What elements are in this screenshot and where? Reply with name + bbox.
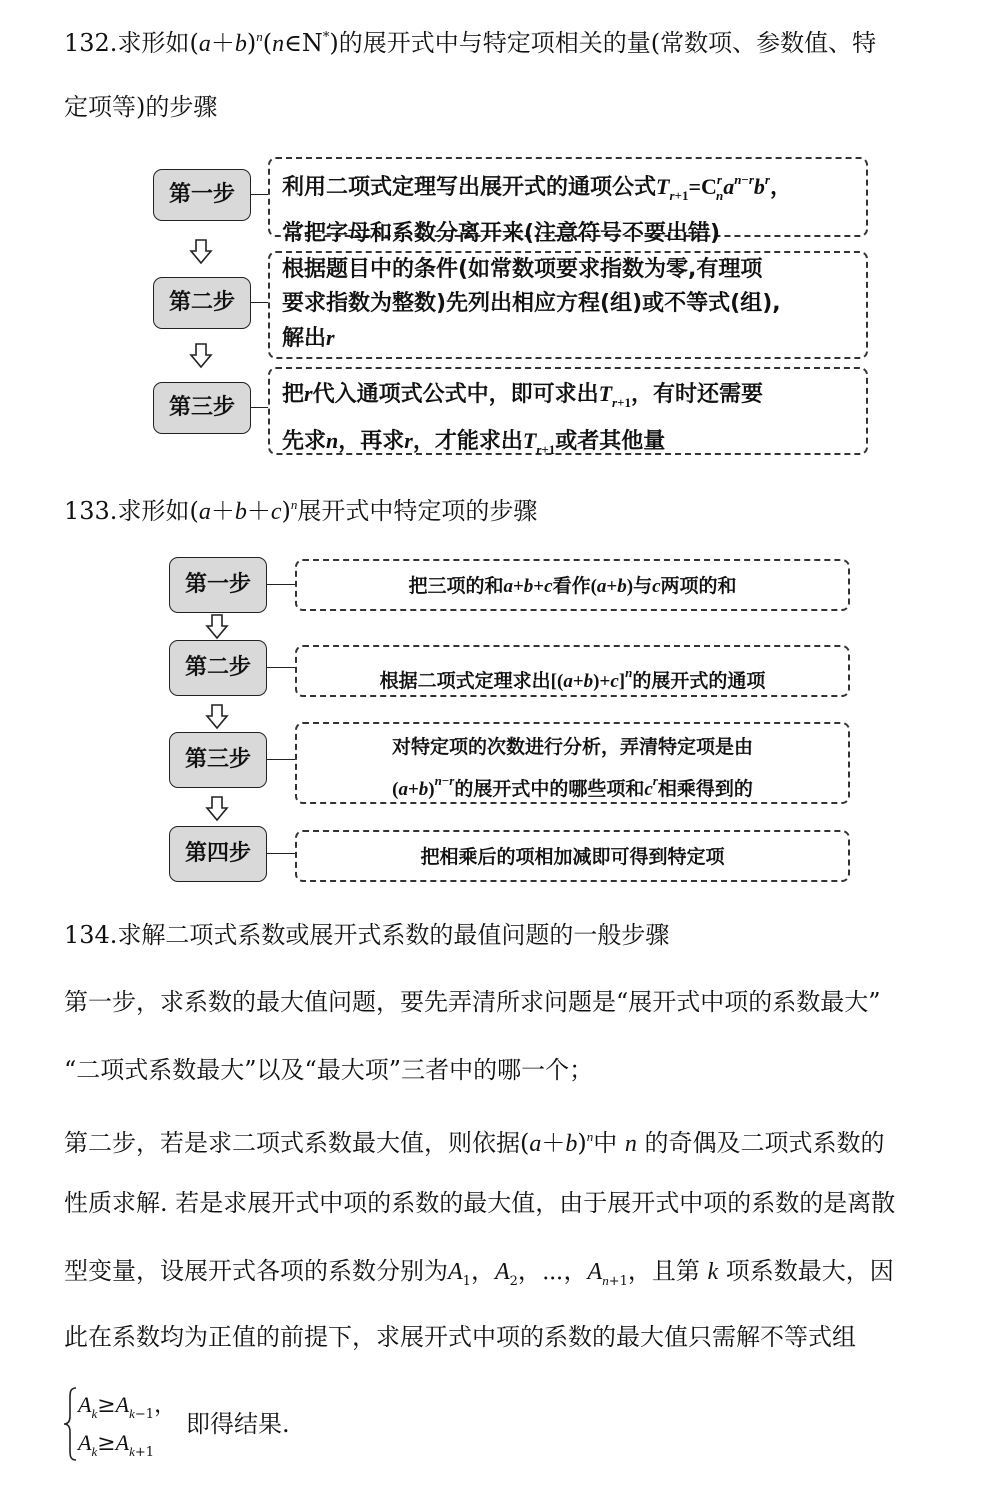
- connector-line: [266, 667, 295, 668]
- box-text: 先求: [282, 429, 327, 454]
- heading-text: 展开式中特定项的步骤: [297, 497, 538, 525]
- down-arrow-icon: [205, 614, 229, 640]
- box-text: 看作: [552, 575, 591, 597]
- inequality-line-1: $A_k\ge A_{k-1}$，: [78, 1392, 177, 1422]
- box-text: 的展开式中的哪些项和: [454, 778, 645, 800]
- box-text: 相乘得到的: [657, 778, 753, 800]
- s133-step-3: 第三步: [169, 732, 267, 788]
- box-text: ，再求: [338, 429, 405, 454]
- s132-box-1: 利用二项式定理写出展开式的通项公式$T_{r+1}=C^r_na^{n-r}b^r$， 常把字母和系数分离开来(注意符号不要出错): [268, 157, 868, 237]
- down-arrow-icon: [189, 343, 213, 369]
- box-text: 的展开式的通项: [632, 670, 766, 692]
- paragraph-text: 项系数最大，因: [725, 1257, 894, 1285]
- box-text: 要求指数为整数)先列出相应方程(组)或不等式(组),: [282, 291, 781, 316]
- paragraph-text: 型变量，设展开式各项的系数分别为: [64, 1257, 448, 1285]
- s132-step-3: 第三步: [153, 382, 251, 434]
- section-133-heading: 133.求形如$(a+b+c)^n$展开式中特定项的步骤: [64, 497, 538, 525]
- s133-box-4: 把相乘后的项相加减即可得到特定项: [295, 830, 850, 882]
- s134-paragraph-line: 第二步，若是求二项式系数最大值，则依据$(a+b)^n$中 n 的奇偶及二项式系数的: [64, 1129, 885, 1157]
- down-arrow-icon: [205, 704, 229, 730]
- section-number: 133.: [64, 497, 118, 525]
- s132-box-3: 把r代入通项式公式中，即可求出$T_{r+1}$，有时还需要 先求n，再求r，才能求出$T_{r+1}$或者其他量: [268, 367, 868, 455]
- s134-paragraph-line: 型变量，设展开式各项的系数分别为$A_1$，$A_2$，⋯，$A_{n+1}$，且第 k 项系数最大，因: [64, 1257, 894, 1289]
- connector-line: [266, 759, 295, 760]
- s133-box-3: 对特定项的次数进行分析，弄清特定项是由 $(a+b)^{n-r}$的展开式中的哪些项和$c^r$相乘得到的: [295, 722, 850, 804]
- s133-step-2: 第二步: [169, 640, 267, 696]
- paragraph-text: 第二步，若是求二项式系数最大值，则依据: [64, 1129, 520, 1157]
- s134-paragraph-line: 第一步，求系数的最大值问题，要先弄清所求问题是“展开式中项的系数最大”: [64, 988, 881, 1016]
- box-text: 对特定项的次数进行分析，弄清特定项是由: [391, 736, 753, 758]
- box-text: 根据二项式定理求出: [379, 670, 551, 692]
- heading-text: 求形如: [117, 497, 190, 525]
- s132-box-2: 根据题目中的条件(如常数项要求指数为零,有理项 要求指数为整数)先列出相应方程(组)或不等式(组), 解出r: [268, 251, 868, 359]
- inequality-line-2: $A_k\ge A_{k+1}$: [78, 1430, 155, 1460]
- down-arrow-icon: [189, 239, 213, 265]
- s134-conclusion: 即得结果.: [186, 1410, 290, 1438]
- section-number: 132.: [64, 29, 118, 57]
- box-text: 与: [633, 575, 653, 597]
- connector-line: [250, 407, 268, 408]
- paragraph-text: 的奇偶及二项式系数的: [644, 1129, 885, 1157]
- s134-paragraph-line: 性质求解. 若是求展开式中项的系数的最大值，由于展开式中项的系数的是离散: [64, 1189, 896, 1217]
- box-text: 常把字母和系数分离开来(注意符号不要出错): [282, 221, 721, 246]
- box-text: 根据题目中的条件(如常数项要求指数为零,有理项: [282, 257, 763, 282]
- box-text: ，才能求出: [412, 429, 523, 454]
- heading-text: 的展开式中与特定项相关的量(常数项、参数值、特: [338, 29, 877, 57]
- paragraph-text: 中: [593, 1129, 618, 1157]
- connector-line: [250, 302, 268, 303]
- connector-line: [266, 584, 295, 585]
- heading-text: 求形如: [117, 29, 190, 57]
- s132-step-2: 第二步: [153, 277, 251, 329]
- section-134-heading: 134.求解二项式系数或展开式系数的最值问题的一般步骤: [64, 921, 670, 949]
- connector-line: [250, 194, 268, 195]
- box-text: ，有时还需要: [631, 382, 764, 407]
- paragraph-text: ，且第: [627, 1257, 700, 1285]
- box-text: 代入通项式公式中，即可求出: [312, 382, 599, 407]
- s133-step-1: 第一步: [169, 557, 267, 613]
- s132-step-1: 第一步: [153, 169, 251, 221]
- s133-step-4: 第四步: [169, 826, 267, 882]
- box-text: 解出: [282, 326, 327, 351]
- box-text: 把三项的和: [408, 575, 504, 597]
- section-132-heading-line2: 定项等)的步骤: [64, 93, 218, 121]
- s134-paragraph-line: “二项式系数最大”以及“最大项”三者中的哪一个；: [64, 1056, 594, 1084]
- down-arrow-icon: [205, 796, 229, 822]
- box-text: 利用二项式定理写出展开式的通项公式: [282, 175, 657, 200]
- box-text: 或者其他量: [555, 429, 666, 454]
- s134-paragraph-line: 此在系数均为正值的前提下，求展开式中项的系数的最大值只需解不等式组: [64, 1323, 856, 1351]
- s133-box-2: 根据二项式定理求出$[(a+b)+c]^n$的展开式的通项: [295, 645, 850, 697]
- section-132-heading-line1: 132.求形如$(a+b)^n(n\in N^*)$的展开式中与特定项相关的量(常数项、参数值、特: [64, 29, 877, 57]
- left-brace-icon: [62, 1386, 78, 1462]
- box-text: 两项的和: [660, 575, 737, 597]
- connector-line: [266, 853, 295, 854]
- s133-box-1: 把三项的和a+b+c看作(a+b)与c两项的和: [295, 559, 850, 611]
